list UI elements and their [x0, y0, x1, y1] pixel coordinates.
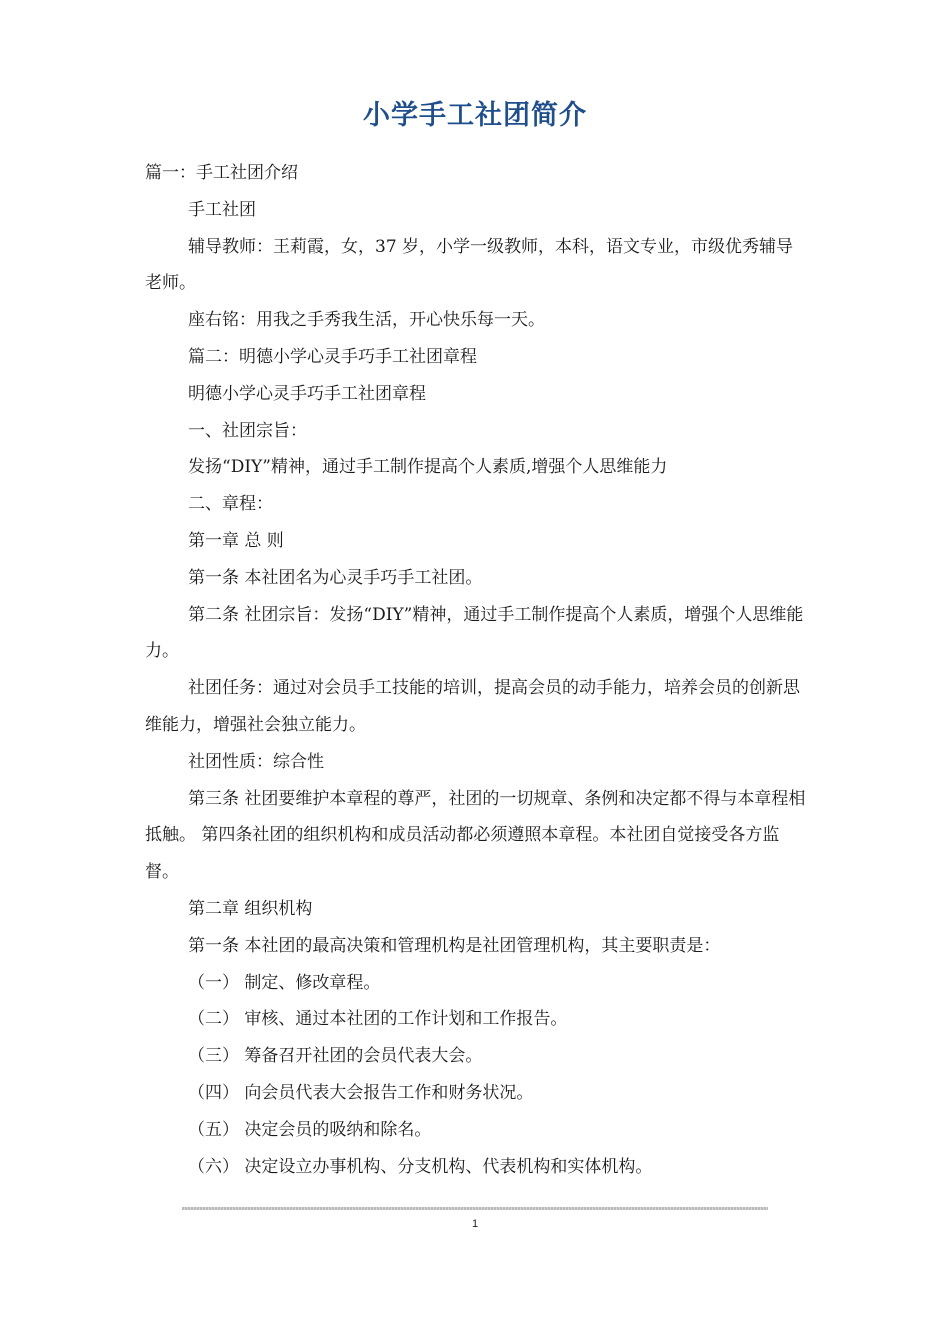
paragraph: （二） 审核、通过本社团的工作计划和工作报告。 [188, 1009, 568, 1030]
paragraph: 篇一：手工社团介绍 [145, 163, 298, 183]
paragraph: 第一条 本社团名为心灵手巧手工社团。 [188, 567, 483, 588]
paragraph: 发扬“DIY”精神，通过手工制作提高个人素质,增强个人思维能力 [188, 457, 668, 478]
page-number: 1 [471, 1218, 479, 1230]
paragraph: 第三条 社团要维护本章程的尊严，社团的一切规章、条例和决定都不得与本章程相抵触。 第四条社团的组织机构和成员活动都必须遵照本章程。本社团自觉接受各方监督。 [145, 788, 806, 883]
document-title: 小学手工社团简介 [363, 100, 587, 131]
paragraph: 一、社团宗旨： [188, 420, 307, 441]
document-body [145, 155, 810, 1185]
paragraph: （四） 向会员代表大会报告工作和财务状况。 [188, 1082, 534, 1103]
paragraph: （六） 决定设立办事机构、分支机构、代表机构和实体机构。 [188, 1156, 653, 1177]
footer-divider [182, 1207, 768, 1210]
paragraph: （五） 决定会员的吸纳和除名。 [188, 1119, 432, 1140]
paragraph: 二、章程： [188, 494, 273, 515]
paragraph: 座右铭：用我之手秀我生活，开心快乐每一天。 [188, 310, 545, 331]
paragraph: （一） 制定、修改章程。 [188, 972, 381, 993]
paragraph: 明德小学心灵手巧手工社团章程 [188, 383, 426, 404]
paragraph: 第二章 组织机构 [188, 898, 313, 919]
paragraph: 第一条 本社团的最高决策和管理机构是社团管理机构，其主要职责是： [188, 935, 721, 956]
paragraph: 第二条 社团宗旨：发扬“DIY”精神，通过手工制作提高个人素质，增强个人思维能力。 [145, 604, 804, 662]
paragraph: 篇二：明德小学心灵手巧手工社团章程 [188, 346, 477, 367]
paragraph: 社团任务：通过对会员手工技能的培训，提高会员的动手能力，培养会员的创新思维能力，增强社会独立能力。 [145, 678, 800, 735]
paragraph: 手工社团 [188, 199, 256, 220]
paragraph: （三） 筹备召开社团的会员代表大会。 [188, 1046, 483, 1067]
paragraph: 社团性质：综合性 [188, 751, 324, 772]
paragraph: 辅导教师：王莉霞，女，37 岁，小学一级教师，本科，语文专业，市级优秀辅导老师。 [145, 236, 794, 294]
paragraph: 第一章 总 则 [188, 530, 284, 551]
